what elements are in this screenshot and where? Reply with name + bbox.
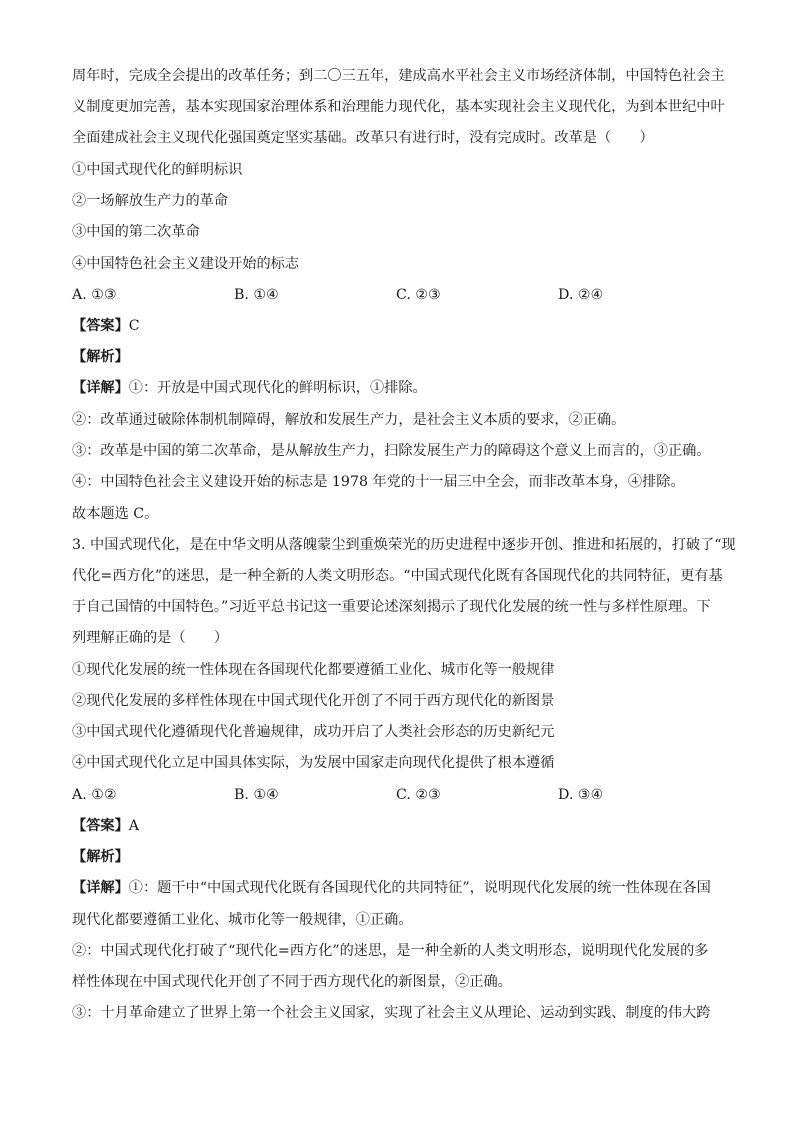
q3-answer-value: A xyxy=(128,818,140,834)
q2-analysis-label xyxy=(72,347,732,367)
q3-detail-text-1: ①：题干中“中国式现代化既有各国现代化的共同特征”，说明现代化发展的统一性体现在各国 xyxy=(128,880,711,896)
q2-detail-label: 【详解】 xyxy=(72,380,129,396)
q2-stem-line-3: 全面建成社会主义现代化强国奠定坚实基础。改革只有进行时，没有完成时。改革是（ ） xyxy=(72,130,654,146)
q2-detail-line-4: ④：中国特色社会主义建设开始的标志是 1978 年党的十一届三中全会，而非改革本身，④排除。 xyxy=(72,474,685,490)
q2-conclusion: 故本题选 C。 xyxy=(72,506,159,522)
q3-stem-line-4: 列理解正确的是（ ） xyxy=(72,630,229,646)
q3-detail-label: 【详解】 xyxy=(72,880,129,896)
q2-stem-line-1: 周年时，完成全会提出的改革任务；到二〇三五年，建成高水平社会主义市场经济体制，中国特色社会主 xyxy=(72,68,725,84)
q3-item-2: ②现代化发展的多样性体现在中国式现代化开创了不同于西方现代化的新图景 xyxy=(72,693,555,709)
q2-detail-line-2: ②：改革通过破除体制机制障碍，解放和发展生产力，是社会主义本质的要求，②正确。 xyxy=(72,412,626,428)
q3-answer xyxy=(72,816,732,836)
q3-analysis-label xyxy=(72,847,732,867)
q2-answer-value: C xyxy=(128,318,140,334)
q3-detail-line-4: 样性体现在中国式现代化开创了不同于西方现代化的新图景，②正确。 xyxy=(72,974,512,990)
q2-detail-line-1 xyxy=(72,378,732,398)
q2-answer xyxy=(72,316,732,336)
q2-item-1: ①中国式现代化的鲜明标识 xyxy=(72,162,243,178)
q3-detail-line-3: ②：中国式现代化打破了“现代化=西方化”的迷思，是一种全新的人类文明形态，说明现代化发展的多 xyxy=(72,943,709,959)
q2-detail-line-3: ③：改革是中国的第二次革命，是从解放生产力，扫除发展生产力的障碍这个意义上而言的，③正确。 xyxy=(72,443,711,459)
q3-option-c: C. ②③ xyxy=(396,787,441,803)
q3-stem-line-2: 代化=西方化”的迷思，是一种全新的人类文明形态。“中国式现代化既有各国现代化的共同特征，更有基 xyxy=(72,568,723,584)
q3-analysis-label-text: 【解析】 xyxy=(72,849,129,865)
q2-item-3: ③中国的第二次革命 xyxy=(72,224,200,240)
q2-detail-text-1: ①：开放是中国式现代化的鲜明标识，①排除。 xyxy=(128,380,427,396)
q3-stem-line-3: 于自己国情的中国特色。”习近平总书记这一重要论述深刻揭示了现代化发展的统一性与多样性原理。下 xyxy=(72,599,711,615)
q2-analysis-label-text: 【解析】 xyxy=(72,349,129,365)
q3-option-d: D. ③④ xyxy=(558,787,604,803)
q2-item-4: ④中国特色社会主义建设开始的标志 xyxy=(72,256,300,272)
q2-answer-label: 【答案】 xyxy=(72,318,129,334)
q3-item-4: ④中国式现代化立足中国具体实际，为发展中国家走向现代化提供了根本遵循 xyxy=(72,755,555,771)
q2-option-a: A. ①③ xyxy=(72,287,117,303)
q2-item-2: ②一场解放生产力的革命 xyxy=(72,193,229,209)
q2-stem-line-2: 义制度更加完善，基本实现国家治理体系和治理能力现代化，基本实现社会主义现代化，为到本世纪中叶 xyxy=(72,99,725,115)
q3-option-b: B. ①④ xyxy=(234,787,279,803)
q3-detail-line-1 xyxy=(72,878,732,898)
q3-detail-line-5: ③：十月革命建立了世界上第一个社会主义国家，实现了社会主义从理论、运动到实践、制度的伟大跨 xyxy=(72,1005,711,1021)
q2-option-c: C. ②③ xyxy=(396,287,441,303)
q3-answer-label: 【答案】 xyxy=(72,818,129,834)
q3-stem-line-1: 3. 中国式现代化，是在中华文明从落魄蒙尘到重焕荣光的历史进程中逐步开创、推进和拓展的，打破了“现 xyxy=(72,537,736,553)
q2-option-b: B. ①④ xyxy=(234,287,279,303)
q2-option-d: D. ②④ xyxy=(558,287,604,303)
q3-item-1: ①现代化发展的统一性体现在各国现代化都要遵循工业化、城市化等一般规律 xyxy=(72,662,555,678)
q3-detail-line-2: 现代化都要遵循工业化、城市化等一般规律，①正确。 xyxy=(72,912,413,928)
q3-option-a: A. ①② xyxy=(72,787,117,803)
q3-item-3: ③中国式现代化遵循现代化普遍规律，成功开启了人类社会形态的历史新纪元 xyxy=(72,724,555,740)
